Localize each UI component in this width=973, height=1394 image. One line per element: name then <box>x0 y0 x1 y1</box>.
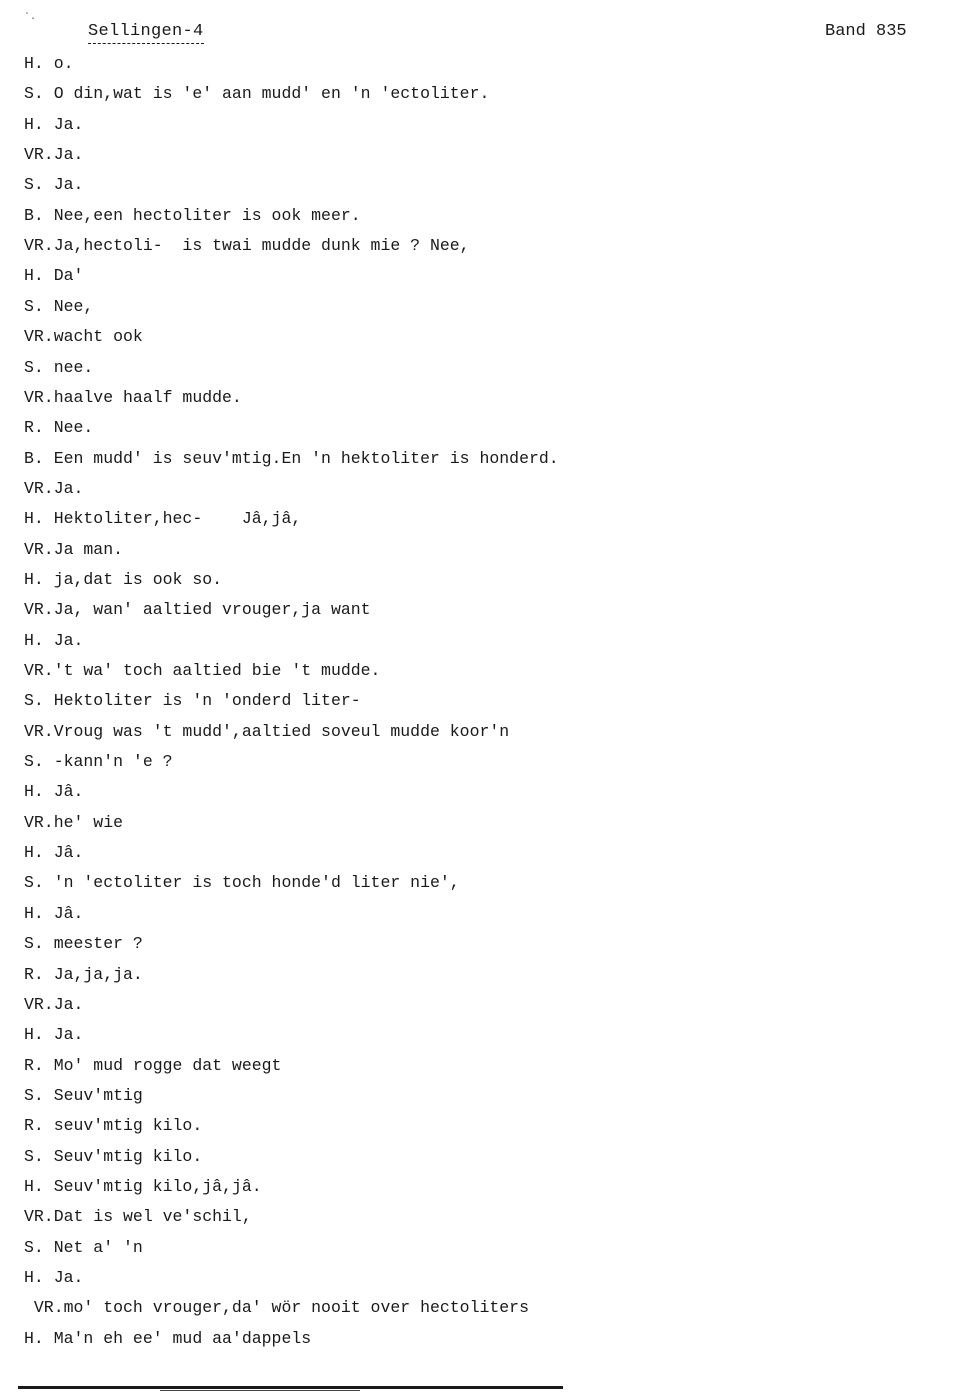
transcript-line: H. o. <box>24 54 74 73</box>
transcript-line: S. nee. <box>24 357 94 377</box>
document-title: Sellingen-4 <box>88 22 204 44</box>
transcript-line: H. Ja. <box>24 1268 84 1287</box>
transcript-line: R. seuv'mtig kilo. <box>24 1116 203 1136</box>
transcript-line: H. Jâ. <box>24 903 84 923</box>
transcript-line: VR.Ja, wan' aaltied vrouger,ja want <box>24 600 371 620</box>
transcript-line: H. Ja. <box>24 630 84 650</box>
transcript-line: H. Ma'n eh ee' mud aa'dappels <box>24 1328 312 1348</box>
transcript-line: H. Hektoliter,hec- Jâ,jâ, <box>24 509 302 529</box>
transcript-line: R. Mo' mud rogge dat weegt <box>24 1055 282 1075</box>
transcript-line: S. O din,wat is 'e' aan mudd' en 'n 'ectoliter. <box>24 84 490 104</box>
transcript-line: VR.Ja man. <box>24 539 124 559</box>
transcript-line: S. Ja. <box>24 175 84 195</box>
transcript-line: S. -kann'n 'e ? <box>24 752 173 772</box>
transcript-line: H. Jâ. <box>24 843 84 863</box>
transcript-line: S. Hektoliter is 'n 'onderd liter- <box>24 691 361 711</box>
transcript-line: VR.mo' toch vrouger,da' wör nooit over hectoliters <box>24 1298 529 1318</box>
transcript-line: H. Ja. <box>24 114 84 134</box>
bottom-rule-thin <box>160 1390 360 1391</box>
transcript-line: H. ja,dat is ook so. <box>24 569 223 589</box>
transcript-line: H. Da' <box>24 266 84 286</box>
transcript-line: VR.he' wie <box>24 812 124 832</box>
transcript-line: H. Seuv'mtig kilo,jâ,jâ. <box>24 1176 262 1196</box>
transcript-line: H. Ja. <box>24 1025 84 1045</box>
transcript-line: B. Nee,een hectoliter is ook meer. <box>24 205 361 225</box>
transcript-line: H. Jâ. <box>24 782 84 802</box>
transcript-line: S. Seuv'mtig <box>24 1085 143 1105</box>
transcript-line: VR.'t wa' toch aaltied bie 't mudde. <box>24 661 381 680</box>
corner-mark: ʻ. <box>24 12 37 23</box>
bottom-rule <box>18 1386 563 1389</box>
transcript-line: VR.wacht ook <box>24 327 143 347</box>
transcript-line: B. Een mudd' is seuv'mtig.En 'n hektoliter is honderd. <box>24 448 559 468</box>
transcript-line: VR.Ja. <box>24 478 84 498</box>
transcript-line: S. Nee, <box>24 296 94 316</box>
transcript-line: VR.haalve haalf mudde. <box>24 387 242 407</box>
band-number: Band 835 <box>825 22 907 41</box>
transcript-line: VR.Ja. <box>24 994 84 1014</box>
transcript-line: S. Seuv'mtig kilo. <box>24 1146 203 1166</box>
transcript-line: VR.Ja. <box>24 145 84 165</box>
transcript-line: R. Nee. <box>24 418 94 438</box>
transcript-line: S. 'n 'ectoliter is toch honde'd liter nie', <box>24 873 460 893</box>
transcript-line: VR.Vroug was 't mudd',aaltied soveul mudde koor'n <box>24 721 510 741</box>
transcript-line: VR.Ja,hectoli- is twai mudde dunk mie ? Nee, <box>24 236 470 256</box>
transcript-line: R. Ja,ja,ja. <box>24 964 143 984</box>
transcript-line: S. Net a' 'n <box>24 1237 143 1257</box>
transcript-line: VR.Dat is wel ve'schil, <box>24 1207 252 1227</box>
transcript-line: S. meester ? <box>24 934 143 954</box>
